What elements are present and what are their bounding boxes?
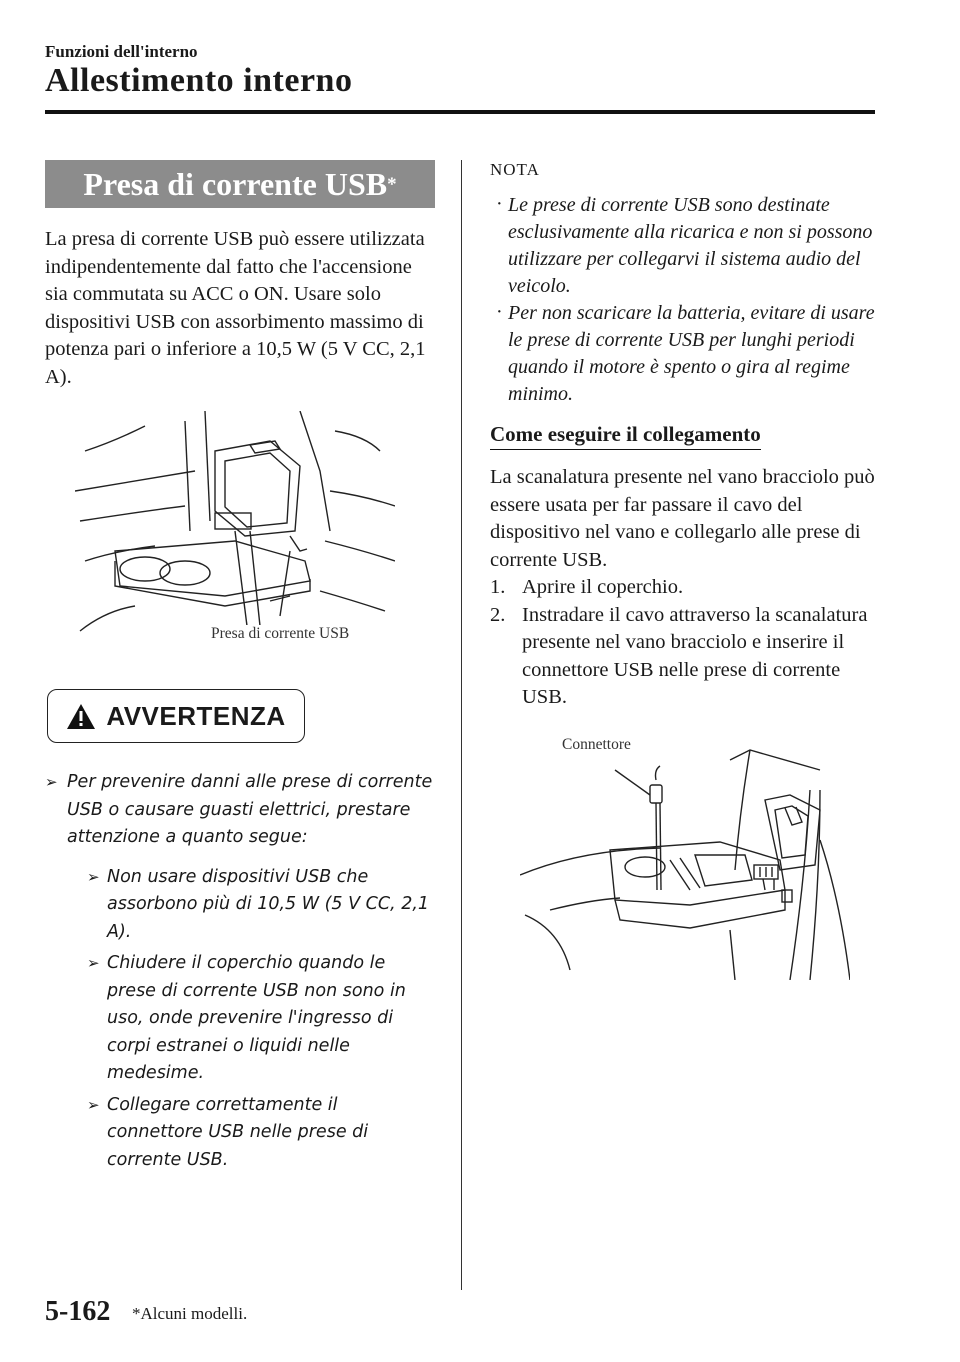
- column-divider: [461, 160, 462, 1290]
- footnote: *Alcuni modelli.: [132, 1304, 248, 1323]
- note-heading: NOTA: [490, 160, 540, 179]
- arrow-bullet-icon: ➢: [87, 954, 100, 972]
- arrow-bullet-icon: ➢: [45, 773, 58, 791]
- armrest-drawing: [75, 411, 395, 661]
- step-text: Instradare il cavo attraverso la scanalatura presente nel vano bracciolo e inserire il connettore USB nelle prese di corrente USB.: [522, 603, 868, 708]
- connector-illustration: [520, 730, 850, 980]
- connection-subheading: Come eseguire il collegamento: [490, 422, 761, 450]
- step-number: 1.: [490, 576, 506, 598]
- armrest-usb-illustration: [75, 411, 395, 661]
- note-text: Per non scaricare la batteria, evitare di usare le prese di corrente USB per lunghi periodi quando il motore è spento o gira al regime minimo.: [508, 302, 875, 405]
- left-column: [45, 160, 435, 1174]
- warning-label: AVVERTENZA: [106, 700, 286, 731]
- connector-label: Connettore: [562, 735, 631, 753]
- note-list: [490, 192, 890, 408]
- step-text: Aprire il coperchio.: [522, 576, 684, 598]
- warning-sub-text: Chiudere il coperchio quando le prese di corrente USB non sono in uso, onde prevenire l'ingresso di corpi estranei o liquidi nelle medesime.: [107, 953, 406, 1083]
- warning-box: [47, 689, 305, 743]
- section-kicker: Funzioni dell'interno: [45, 42, 198, 61]
- warning-icon: [66, 703, 96, 730]
- warning-sub-text: Non usare dispositivi USB che assorbono più di 10,5 W (5 V CC, 2,1 A).: [107, 866, 430, 942]
- section-title: Presa di corrente USB: [83, 165, 388, 202]
- note-text: Le prese di corrente USB sono destinate esclusivamente alla ricarica e non si possono utilizzare per collegarvi il sistema audio del veicolo.: [508, 194, 873, 297]
- step-item: [490, 574, 890, 602]
- section-title-mark: *: [387, 173, 397, 195]
- step-item: [490, 602, 890, 712]
- right-column: [490, 160, 890, 980]
- warning-main-text: Per prevenire danni alle prese di corrente USB o causare guasti elettrici, prestare attenzione a quanto segue:: [67, 772, 433, 847]
- arrow-bullet-icon: ➢: [87, 867, 100, 886]
- step-number: 2.: [490, 603, 506, 626]
- arrow-bullet-icon: ➢: [87, 1095, 100, 1114]
- warning-sub-text: Collegare correttamente il connettore USB nelle prese di corrente USB.: [107, 1094, 369, 1170]
- chapter-title: Allestimento interno: [45, 62, 353, 99]
- connector-drawing: [520, 730, 850, 980]
- warning-main-item: [45, 769, 435, 852]
- usb-socket-label: Presa di corrente USB: [211, 625, 350, 642]
- page-number: 5-162: [45, 1296, 111, 1327]
- warning-sub-item: [45, 864, 435, 947]
- intro-paragraph: La presa di corrente USB può essere utilizzata indipendentemente dal fatto che l'accensione sia commutata su ACC o ON. Usare solo dispositivi USB con assorbimento massimo di potenza pari o inferiore a 10,5 W (5 V CC, 2,1 A).: [45, 228, 426, 388]
- section-banner: [45, 160, 435, 208]
- note-item: [490, 300, 890, 408]
- warning-sub-item: [45, 1092, 435, 1175]
- dot-bullet-icon: ·: [496, 301, 503, 323]
- dot-bullet-icon: ·: [496, 193, 503, 215]
- note-item: [490, 192, 890, 300]
- title-rule: [45, 110, 875, 114]
- warning-sub-item: [45, 950, 435, 1088]
- connection-paragraph: La scanalatura presente nel vano bracciolo può essere usata per far passare il cavo del dispositivo nel vano e collegarlo alle prese di corrente USB.: [490, 466, 875, 571]
